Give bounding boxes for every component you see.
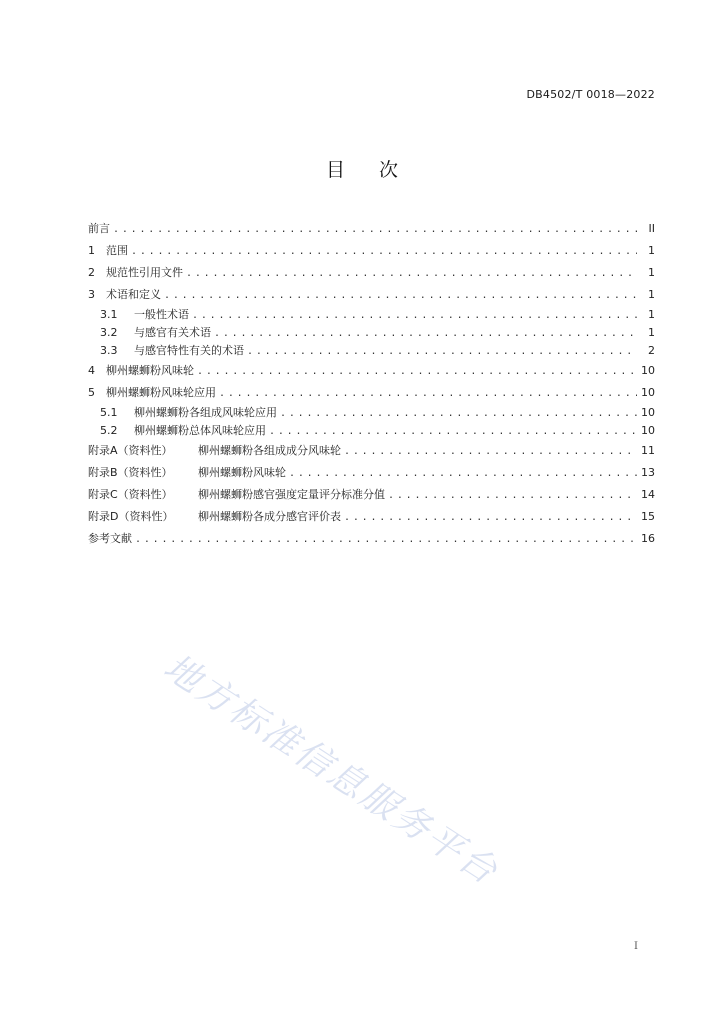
dot-leader — [269, 423, 637, 441]
dot-leader — [247, 343, 637, 361]
toc-entry-number: 3.2 — [100, 326, 118, 339]
toc-entry-label: 一般性术语 — [134, 308, 189, 321]
dot-leader — [192, 307, 637, 325]
toc-entry-flavor-wheel[interactable] — [88, 360, 655, 382]
table-of-contents — [88, 218, 655, 550]
dot-leader — [388, 485, 637, 507]
toc-entry-overall-wheel-application[interactable] — [88, 422, 655, 440]
toc-page-number: 16 — [641, 532, 655, 545]
dot-leader — [186, 263, 637, 285]
toc-entry-terms-definitions[interactable] — [88, 284, 655, 306]
toc-entry-number: 3.3 — [100, 344, 118, 357]
toc-page-number: 1 — [648, 308, 655, 321]
toc-entry-number: 5.1 — [100, 406, 118, 419]
dot-leader — [344, 441, 637, 463]
toc-entry-number: 5 — [88, 386, 95, 399]
toc-entry-scope[interactable] — [88, 240, 655, 262]
toc-page-number: 11 — [641, 444, 655, 457]
toc-entry-label: 柳州螺蛳粉风味轮 — [106, 364, 194, 377]
toc-page-number: 10 — [641, 364, 655, 377]
toc-entry-label: 柳州螺蛳粉各组成成分风味轮 — [198, 444, 341, 457]
toc-page-number: II — [648, 222, 655, 235]
dot-leader — [113, 219, 637, 241]
toc-entry-appendix-a[interactable] — [88, 440, 655, 462]
toc-entry-label: 范围 — [106, 244, 128, 257]
toc-entry-label: 术语和定义 — [106, 288, 161, 301]
toc-entry-label: 与感官有关术语 — [134, 326, 211, 339]
dot-leader — [219, 383, 637, 405]
dot-leader — [135, 529, 637, 551]
toc-entry-bibliography[interactable] — [88, 528, 655, 550]
toc-entry-label: 参考文献 — [88, 532, 132, 545]
toc-entry-label: 柳州螺蛳粉风味轮应用 — [106, 386, 216, 399]
document-code: DB4502/T 0018—2022 — [526, 88, 655, 101]
toc-page-number: 1 — [648, 266, 655, 279]
dot-leader — [214, 325, 637, 343]
toc-entry-number: 3.1 — [100, 308, 118, 321]
toc-entry-appendix-b[interactable] — [88, 462, 655, 484]
toc-entry-sensory-attribute-terms[interactable] — [88, 342, 655, 360]
toc-entry-number: 5.2 — [100, 424, 118, 437]
page-number: I — [634, 941, 638, 952]
toc-entry-label: 柳州螺蛳粉感官强度定量评分标准分值 — [198, 488, 385, 501]
toc-page-number: 10 — [641, 406, 655, 419]
toc-entry-number: 3 — [88, 288, 95, 301]
toc-entry-label: 前言 — [88, 222, 110, 235]
toc-entry-label: 柳州螺蛳粉各组成风味轮应用 — [134, 406, 277, 419]
toc-page-number: 10 — [641, 424, 655, 437]
toc-entry-normative-references[interactable] — [88, 262, 655, 284]
dot-leader — [280, 405, 637, 423]
toc-page-number: 2 — [648, 344, 655, 357]
dot-leader — [344, 507, 637, 529]
toc-appendix-prefix: 附录D（资料性） — [88, 510, 174, 523]
toc-entry-label: 柳州螺蛳粉总体风味轮应用 — [134, 424, 266, 437]
toc-entry-foreword[interactable] — [88, 218, 655, 240]
toc-entry-component-wheel-application[interactable] — [88, 404, 655, 422]
toc-page-number: 14 — [641, 488, 655, 501]
toc-entry-number: 4 — [88, 364, 95, 377]
dot-leader — [197, 361, 637, 383]
toc-entry-number: 2 — [88, 266, 95, 279]
toc-entry-sensory-terms[interactable] — [88, 324, 655, 342]
toc-page-number: 1 — [648, 288, 655, 301]
toc-appendix-prefix: 附录C（资料性） — [88, 488, 173, 501]
dot-leader — [131, 241, 637, 263]
toc-page-number: 15 — [641, 510, 655, 523]
toc-entry-appendix-d[interactable] — [88, 506, 655, 528]
watermark: 地方标准信息服务平台 — [156, 646, 506, 894]
toc-entry-label: 规范性引用文件 — [106, 266, 183, 279]
dot-leader — [289, 463, 637, 485]
toc-page-number: 10 — [641, 386, 655, 399]
toc-appendix-prefix: 附录B（资料性） — [88, 466, 173, 479]
toc-page-number: 13 — [641, 466, 655, 479]
toc-title: 目次 — [325, 159, 432, 181]
toc-page-number: 1 — [648, 244, 655, 257]
dot-leader — [164, 285, 637, 307]
toc-entry-number: 1 — [88, 244, 95, 257]
toc-entry-general-terms[interactable] — [88, 306, 655, 324]
toc-entry-flavor-wheel-application[interactable] — [88, 382, 655, 404]
toc-entry-label: 柳州螺蛳粉各成分感官评价表 — [198, 510, 341, 523]
toc-page-number: 1 — [648, 326, 655, 339]
toc-entry-label: 与感官特性有关的术语 — [134, 344, 244, 357]
toc-entry-label: 柳州螺蛳粉风味轮 — [198, 466, 286, 479]
toc-entry-appendix-c[interactable] — [88, 484, 655, 506]
toc-appendix-prefix: 附录A（资料性） — [88, 444, 173, 457]
